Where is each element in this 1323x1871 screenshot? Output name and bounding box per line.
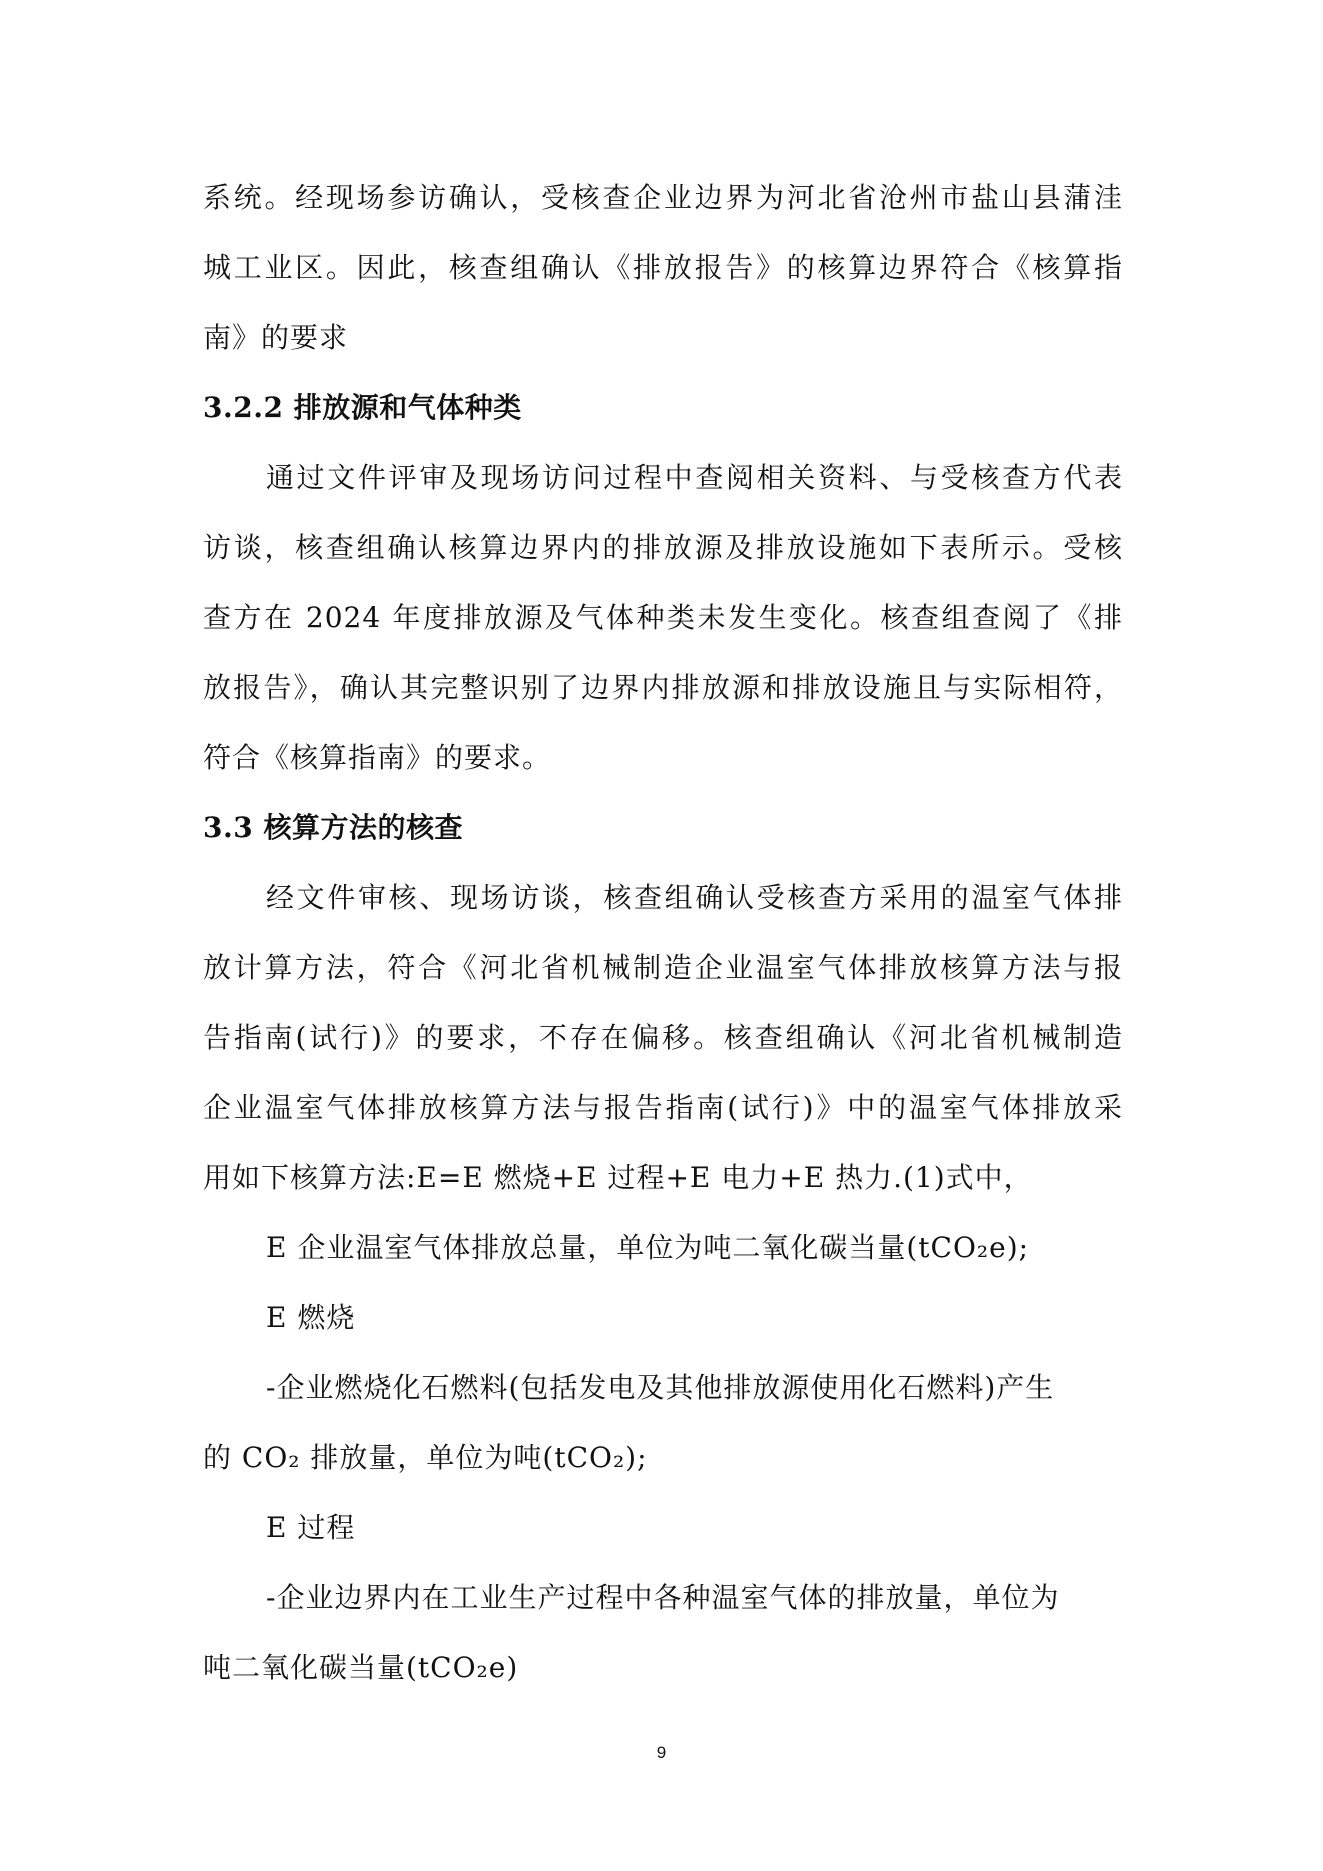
definition-line: 的 CO₂ 排放量，单位为吨(tCO₂); xyxy=(203,1441,648,1474)
section-heading-3-2-2: 3.2.2 排放源和气体种类 xyxy=(203,391,522,424)
definition-line: 吨二氧化碳当量(tCO₂e) xyxy=(203,1651,519,1684)
paragraph-line: 查方在 2024 年度排放源及气体种类未发生变化。核查组查阅了《排 xyxy=(203,601,1123,634)
definition-line: E 企业温室气体排放总量，单位为吨二氧化碳当量(tCO₂e); xyxy=(266,1231,1030,1264)
paragraph-line: 系统。经现场参访确认，受核查企业边界为河北省沧州市盐山县蒲洼 xyxy=(203,181,1123,214)
paragraph-line: 符合《核算指南》的要求。 xyxy=(203,741,552,774)
paragraph-line: 放报告》，确认其完整识别了边界内排放源和排放设施且与实际相符， xyxy=(203,671,1123,704)
paragraph-line: 经文件审核、现场访谈，核查组确认受核查方采用的温室气体排 xyxy=(266,881,1123,914)
paragraph-line: 告指南(试行)》的要求，不存在偏移。核查组确认《河北省机械制造 xyxy=(203,1021,1123,1054)
paragraph-line: 企业温室气体排放核算方法与报告指南(试行)》中的温室气体排放采 xyxy=(203,1091,1123,1124)
section-heading-3-3: 3.3 核算方法的核查 xyxy=(203,811,463,844)
definition-term: E 燃烧 xyxy=(266,1301,356,1334)
page-number: 9 xyxy=(656,1743,667,1762)
definition-term: E 过程 xyxy=(266,1511,356,1544)
definition-line: -企业燃烧化石燃料(包括发电及其他排放源使用化石燃料)产生 xyxy=(266,1371,1055,1404)
paragraph-line: 城工业区。因此，核查组确认《排放报告》的核算边界符合《核算指 xyxy=(203,251,1123,284)
formula-line: 用如下核算方法:E=E 燃烧+E 过程+E 电力+E 热力.(1)式中， xyxy=(203,1161,1033,1194)
paragraph-line: 放计算方法，符合《河北省机械制造企业温室气体排放核算方法与报 xyxy=(203,951,1123,984)
paragraph-line: 通过文件评审及现场访问过程中查阅相关资料、与受核查方代表 xyxy=(266,461,1123,494)
paragraph-line: 南》的要求 xyxy=(203,321,349,354)
paragraph-line: 访谈，核查组确认核算边界内的排放源及排放设施如下表所示。受核 xyxy=(203,531,1123,564)
definition-line: -企业边界内在工业生产过程中各种温室气体的排放量，单位为 xyxy=(266,1581,1060,1614)
